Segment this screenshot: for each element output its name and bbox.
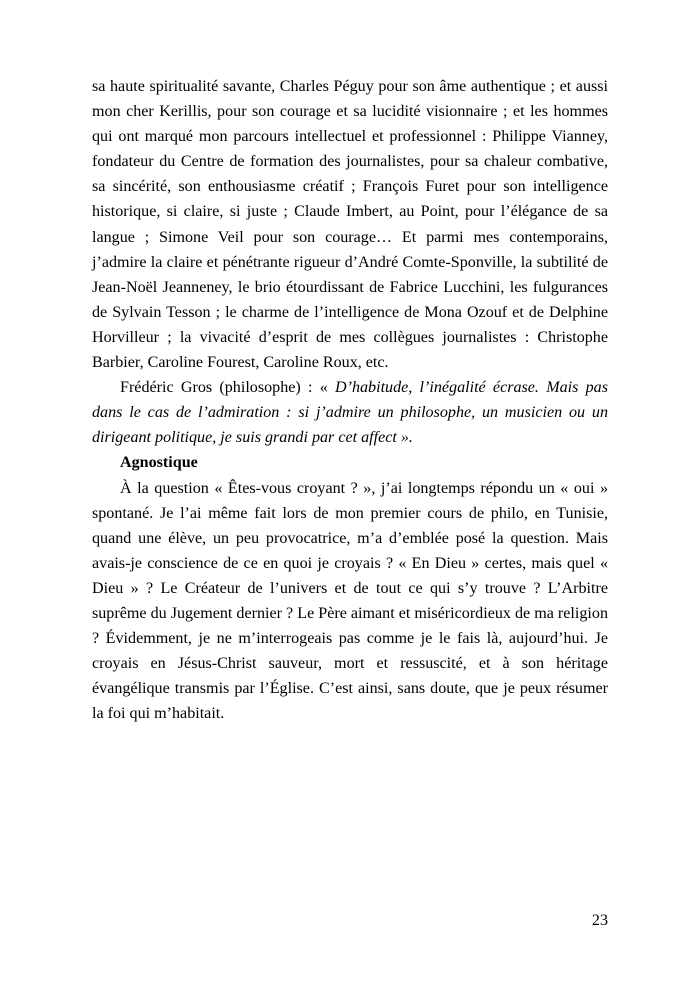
quote-text: D’habitude, l’inégalité écrase. Mais pas dans le cas de l’admiration : si j’admire un philosophe, un musicien ou un dirigeant politique, je suis grandi par cet affect ». [92, 379, 608, 447]
section-heading-agnostique: Agnostique [120, 454, 198, 472]
quote-attribution: Frédéric Gros (philosophe) : « [120, 379, 335, 397]
closing-paragraph: À la question « Êtes-vous croyant ? », j’ai longtemps répondu un « oui » spontané. Je l’ai même fait lors de mon premier cours de philo, en Tunisie, quand une élève, un peu provocatrice, m’a d’emblée posé la question. Mais avais-je conscience de ce en quoi je croyais ? « En Dieu » certes, mais quel « Dieu » ? Le Créateur de l’univers et de tout ce qui s’y trouve ? L’Arbitre suprême du Jugement dernier ? Le Père aimant et miséricordieux de ma religion ? Évidemment, je ne m’interrogeais pas comme je le fais là, aujourd’hui. Je croyais en Jésus-Christ sauveur, mort et ressuscité, et à son héritage évangélique transmis par l’Église. C’est ainsi, sans doute, que je peux résumer la foi qui m’habitait. [92, 479, 608, 723]
pull-quote-paragraph [92, 375, 608, 450]
page-text-block [92, 74, 608, 726]
page-number: 23 [591, 912, 608, 929]
continued-paragraph: sa haute spiritualité savante, Charles Péguy pour son âme authentique ; et aussi mon cher Kerillis, pour son courage et sa lucidité visionnaire ; et les hommes qui ont marqué mon parcours intellectuel et professionnel : Philippe Vianney, fondateur du Centre de formation des journalistes, pour sa chaleur combative, sa sincérité, son enthousiasme créatif ; François Furet pour son intelligence historique, si claire, si juste ; Claude Imbert, au Point, pour l’élégance de sa langue ; Simone Veil pour son courage… Et parmi mes contemporains, j’admire la claire et pénétrante rigueur d’André Comte-Sponville, la subtilité de Jean-Noël Jeanneney, le brio étourdissant de Fabrice Lucchini, les fulgurances de Sylvain Tesson ; le charme de l’intelligence de Mona Ozouf et de Delphine Horvilleur ; la vivacité d’esprit de mes collègues journalistes : Christophe Barbier, Caroline Fourest, Caroline Roux, etc. [92, 78, 608, 372]
